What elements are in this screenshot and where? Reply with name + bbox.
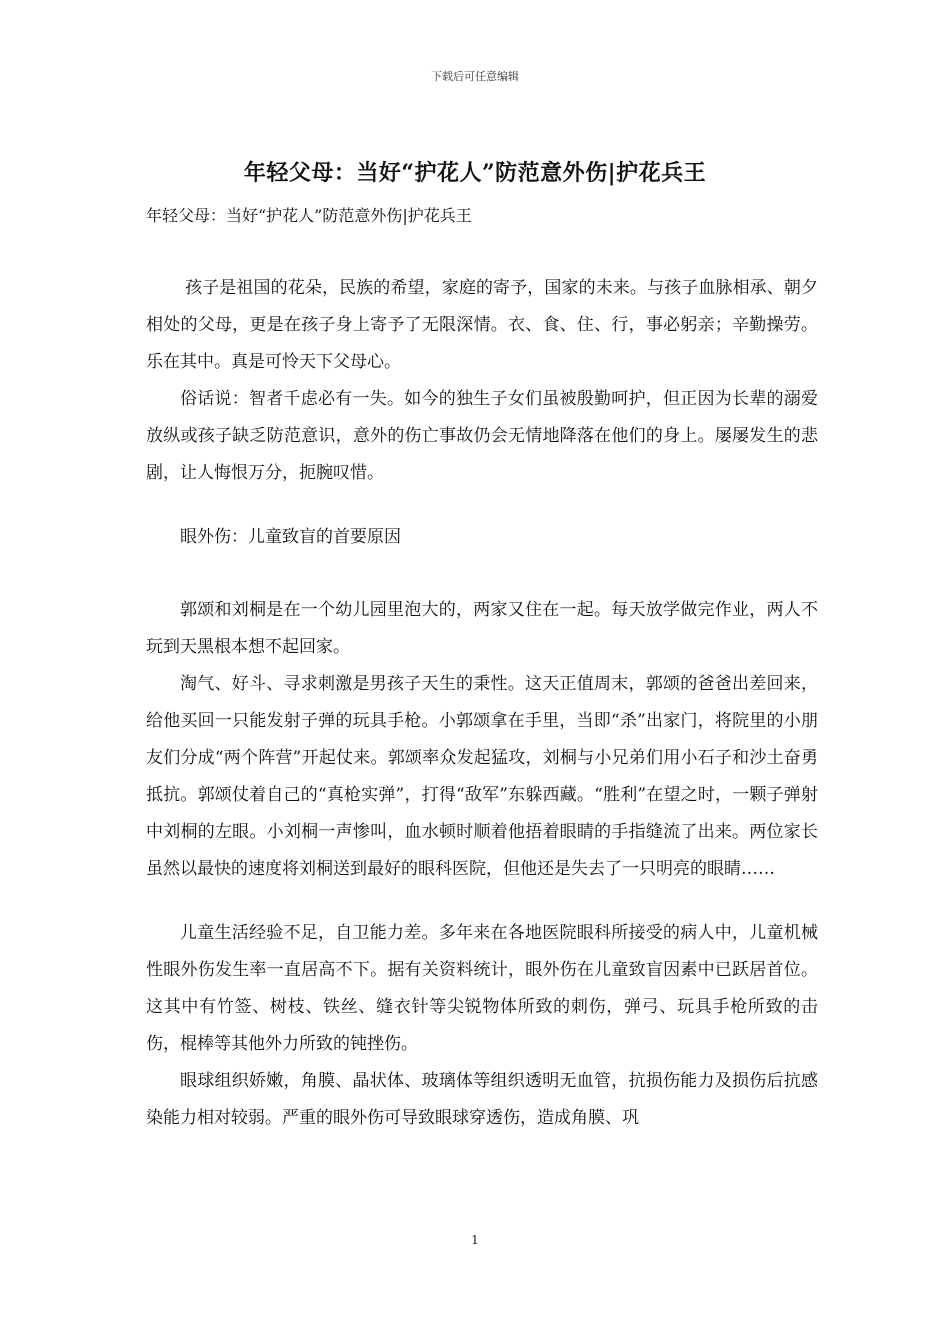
- section-heading: 眼外伤：儿童致盲的首要原因: [180, 527, 401, 547]
- page-number: 1: [471, 1233, 479, 1247]
- document-title: 年轻父母：当好“护花人”防范意外伤|护花兵王: [243, 160, 707, 186]
- paragraph-story-intro: 郭颂和刘桐是在一个幼儿园里泡大的，两家又住在一起。每天放学做完作业，两人不玩到天黑根本想不起回家。: [146, 600, 818, 657]
- document-subtitle: 年轻父母：当好“护花人”防范意外伤|护花兵王: [146, 206, 472, 225]
- document-body: [146, 270, 818, 1137]
- paragraph-statistics: 儿童生活经验不足，自卫能力差。多年来在各地医院眼科所接受的病人中，儿童机械性眼外伤发生率一直居高不下。据有关资料统计，眼外伤在儿童致盲因素中已跃居首位。这其中有竹签、树枝、铁丝、缝衣针等尖锐物体所致的刺伤，弹弓、玩具手枪所致的击伤，棍棒等其他外力所致的钝挫伤。: [146, 923, 818, 1054]
- paragraph-eye-tissue: 眼球组织娇嫩，角膜、晶状体、玻璃体等组织透明无血管，抗损伤能力及损伤后抗感染能力相对较弱。严重的眼外伤可导致眼球穿透伤，造成角膜、巩: [146, 1071, 818, 1128]
- paragraph-proverb: 俗话说：智者千虑必有一失。如今的独生子女们虽被殷勤呵护，但正因为长辈的溺爱放纵或孩子缺乏防范意识，意外的伤亡事故仍会无情地降落在他们的身上。屡屡发生的悲剧，让人悔恨万分，扼腕叹惜。: [146, 389, 818, 483]
- paragraph-intro: 孩子是祖国的花朵，民族的希望，家庭的寄予，国家的未来。与孩子血脉相承、朝夕相处的父母，更是在孩子身上寄予了无限深情。衣、食、住、行，事必躬亲；辛勤操劳。乐在其中。真是可怜天下父母心。: [146, 278, 818, 372]
- paragraph-story: 淘气、好斗、寻求刺激是男孩子天生的秉性。这天正值周末，郭颂的爸爸出差回来，给他买回一只能发射子弹的玩具手枪。小郭颂拿在手里，当即“杀”出家门，将院里的小朋友们分成“两个阵营”开起仗来。郭颂率众发起猛攻，刘桐与小兄弟们用小石子和沙土奋勇抵抗。郭颂仗着自己的“真枪实弹”，打得“敌军”东躲西藏。“胜利”在望之时，一颗子弹射中刘桐的左眼。小刘桐一声惨叫，血水顿时顺着他捂着眼睛的手指缝流了出来。两位家长虽然以最快的速度将刘桐送到最好的眼科医院，但他还是失去了一只明亮的眼睛……: [146, 674, 818, 879]
- header-note: 下载后可任意编辑: [431, 70, 519, 83]
